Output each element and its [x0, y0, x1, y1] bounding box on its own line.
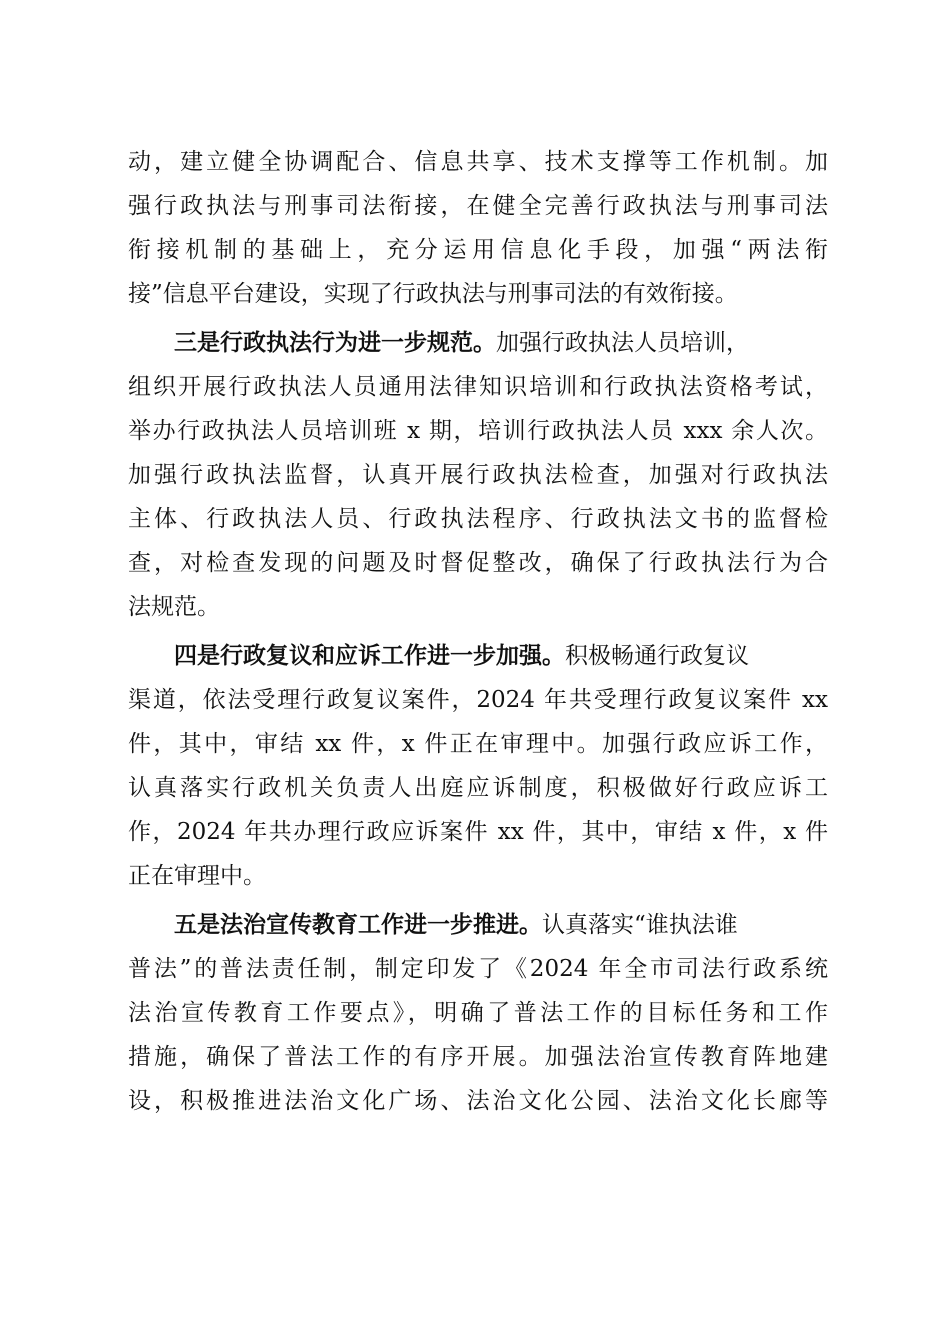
paragraph-text: 加强行政执法人员培训，	[496, 330, 749, 356]
text-line: 作，2024 年共办理行政应诉案件 xx 件，其中，审结 x 件，x 件	[128, 819, 828, 845]
text-line: 正在审理中。	[128, 863, 266, 889]
paragraph-text: 认真落实“谁执法谁	[542, 912, 738, 938]
paragraph-first-line	[128, 634, 828, 678]
text-line: 普法”的普法责任制，制定印发了《2024 年全市司法行政系统	[128, 956, 828, 982]
paragraph-3	[128, 634, 828, 898]
text-line: 举办行政执法人员培训班 x 期，培训行政执法人员 xxx 余人次。	[128, 418, 828, 444]
text-line: 主体、行政执法人员、行政执法程序、行政执法文书的监督检	[128, 506, 828, 532]
paragraph-2	[128, 321, 828, 629]
text-line: 法治宣传教育工作要点》，明确了普法工作的目标任务和工作	[128, 1000, 828, 1026]
paragraph-first-line	[128, 321, 828, 365]
text-line: 法规范。	[128, 594, 220, 620]
text-line: 组织开展行政执法人员通用法律知识培训和行政执法资格考试，	[128, 374, 828, 400]
text-line: 渠道，依法受理行政复议案件，2024 年共受理行政复议案件 xx	[128, 687, 828, 713]
paragraph-heading: 五是法治宣传教育工作进一步推进。	[174, 911, 542, 938]
paragraph-heading: 三是行政执法行为进一步规范。	[174, 329, 496, 356]
text-line: 动，建立健全协调配合、信息共享、技术支撑等工作机制。加	[128, 149, 828, 175]
paragraph-4	[128, 903, 828, 1123]
text-line: 衔接机制的基础上，充分运用信息化手段，加强“两法衔	[128, 237, 828, 263]
text-line: 强行政执法与刑事司法衔接，在健全完善行政执法与刑事司法	[128, 193, 828, 219]
text-line: 加强行政执法监督，认真开展行政执法检查，加强对行政执法	[128, 462, 828, 488]
text-line: 认真落实行政机关负责人出庭应诉制度，积极做好行政应诉工	[128, 775, 828, 801]
paragraph-first-line	[128, 903, 828, 947]
paragraph-text: 积极畅通行政复议	[565, 643, 749, 669]
text-line: 件，其中，审结 xx 件，x 件正在审理中。加强行政应诉工作，	[128, 731, 828, 757]
text-line: 设，积极推进法治文化广场、法治文化公园、法治文化长廊等	[128, 1088, 828, 1114]
paragraph-1	[128, 140, 828, 316]
text-line: 措施，确保了普法工作的有序开展。加强法治宣传教育阵地建	[128, 1044, 828, 1070]
text-line: 查，对检查发现的问题及时督促整改，确保了行政执法行为合	[128, 550, 828, 576]
text-line: 接”信息平台建设，实现了行政执法与刑事司法的有效衔接。	[128, 281, 738, 307]
document-body	[128, 140, 828, 1123]
paragraph-heading: 四是行政复议和应诉工作进一步加强。	[174, 642, 565, 669]
